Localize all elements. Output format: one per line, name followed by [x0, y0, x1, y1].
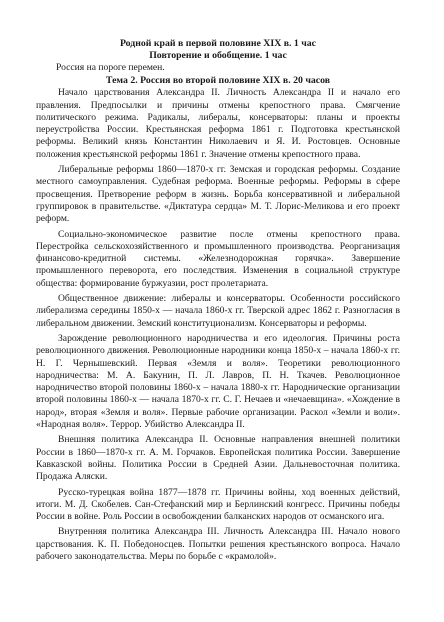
paragraph-social-movement: Общественное движение: либералы и консерваторы. Особенности российского либерализма середины 1850-х — начала 1860-х гг. Тверской адрес 1862 г. Разногласия в либеральном движении. Земский конституционализм. Консерваторы и реформы. — [36, 293, 400, 329]
intro-line: Россия на пороге перемен. — [56, 62, 165, 73]
topic-title: Тема 2. Россия во второй половине XIX в. 20 часов — [105, 75, 331, 87]
paragraph-alexander-iii-policy: Внутренняя политика Александра III. Личность Александра III. Начало нового царствования. К. П. Победоносцев. Попытки решения крестьянского вопроса. Начало рабочего законодательства. Меры по борьбе с «крамолой». — [36, 526, 400, 562]
paragraph-russo-turkish-war: Русско-турецкая война 1877—1878 гг. Причины войны, ход военных действий, итоги. М. Д. Скобелев. Сан-Стефанский мир и Берлинский конгресс. Причины победы России в войне. Роль России в освобождении балканских народов от османского ига. — [36, 486, 400, 523]
paragraph-alexander-ii-reign: Начало царствования Александра II. Личность Александра II и начало его правления. Предпосылки и причины отмены крепостного права. Смягчение политического режима. Радикалы, либералы, консерваторы: планы и проекты переустройства России. Крестьянская реформа 1861 г. Подготовка крестьянской реформы. Великий князь Константин Николаевич и Я. И. Ростовцев. Основные положения крестьянской реформы 1861 г. Значение отмены крепостного права. — [36, 87, 400, 160]
paragraph-socio-economic-development: Социально-экономическое развитие после отмены крепостного права. Перестройка сельскохозяйственного и промышленного производства. Реорганизация финансово-кредитной системы. «Железнодорожная горячка». Завершение промышленного переворота, его последствия. Изменения в социальной структуре общества: формирование буржуазии, рост пролетариата. — [36, 228, 400, 289]
section-heading-line-1: Родной край в первой половине XIX в. 1 час — [119, 38, 317, 49]
paragraph-revolutionary-populism: Зарождение революционного народничества и его идеология. Причины роста революционного движения. Революционные народники конца 1850-х – начала 1860-х гг. Н. Г. Чернышевский. Первая «Земля и воля». Теоретики революционного народничества: М. А. Бакунин, П. Л. Лавров, П. Н. Ткачев. Революционное народничество второй половины 1860-х – начала 1880-х гг. Народнические организации второй половины 1860-х — начала 1870-х гг. С. Г. Нечаев и «нечаевщина». «Хождение в народ», вторая «Земля и воля». Первые рабочие организации. Раскол «Земли и воли». «Народная воля». Террор. Убийство Александра II. — [36, 332, 400, 431]
section-heading-line-2: Повторение и обобщение. 1 час — [149, 50, 287, 61]
paragraph-liberal-reforms: Либеральные реформы 1860—1870-х гг. Земская и городская реформы. Создание местного самоуправления. Судебная реформа. Военные реформы. Реформы в сфере просвещения. Претворение реформ в жизнь. Борьба консервативной и либеральной группировок в правительстве. «Диктатура сердца» М. Т. Лорис-Меликова и его проект реформ. — [36, 164, 400, 225]
paragraph-foreign-policy: Внешняя политика Александра II. Основные направления внешней политики России в 1860—1870-х гг. А. М. Горчаков. Европейская политика России. Завершение Кавказской войны. Политика России в Средней Азии. Дальневосточная политика. Продажа Аляски. — [36, 434, 400, 483]
